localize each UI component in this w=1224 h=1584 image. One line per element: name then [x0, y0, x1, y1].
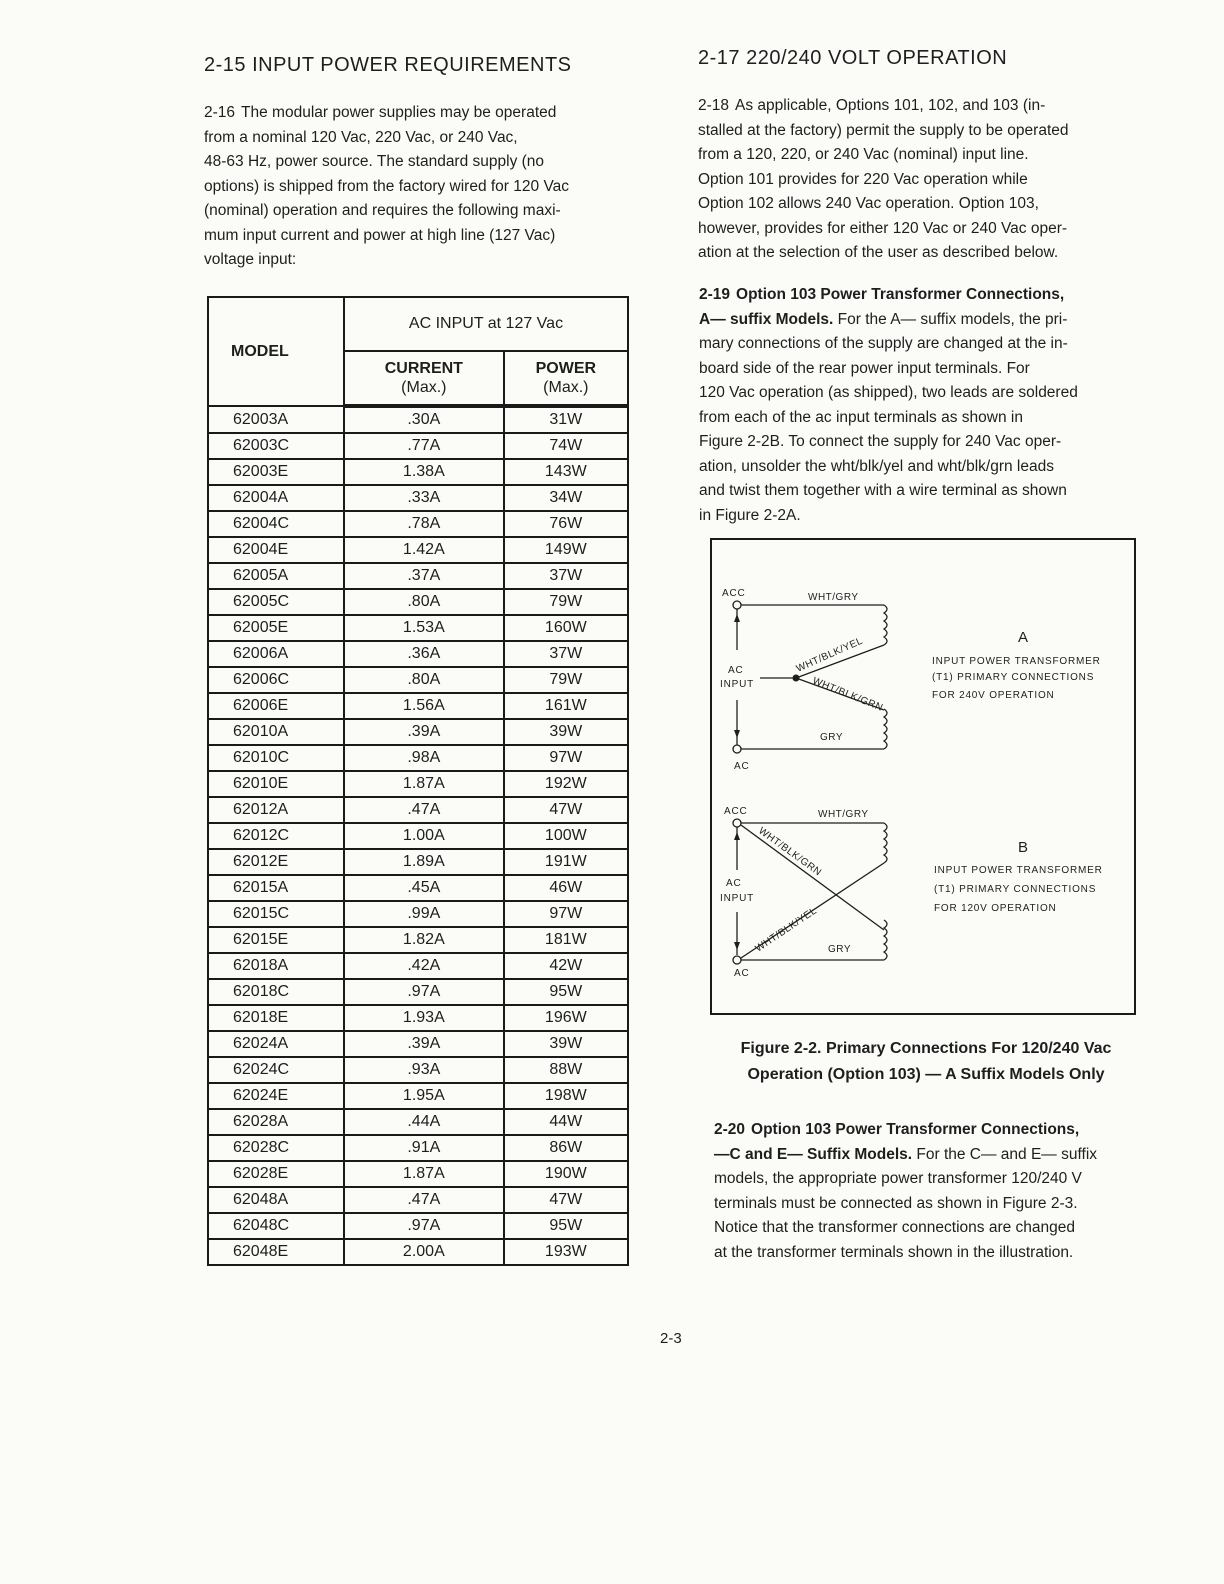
table-row: [208, 719, 628, 745]
table-row: [208, 745, 628, 771]
power-cell: 74W: [504, 433, 628, 459]
text-line: Option 101 provides for 220 Vac operation while: [698, 170, 1028, 188]
current-cell: .80A: [344, 667, 504, 693]
model-column-header: MODEL: [208, 297, 344, 406]
paragraph-title-cont: A— suffix Models.: [699, 310, 834, 328]
current-cell: 1.82A: [344, 927, 504, 953]
caption-line: Operation (Option 103) — A Suffix Models Only: [747, 1066, 1105, 1083]
table-row: [208, 1213, 628, 1239]
diagram-caption-line: FOR 240V OPERATION: [932, 690, 1055, 701]
text-line: voltage input:: [204, 251, 297, 268]
paragraph-number: 2-20: [714, 1121, 746, 1138]
coil-upper: [884, 605, 887, 645]
current-cell: 2.00A: [344, 1239, 504, 1265]
model-cell: 62048C: [208, 1213, 344, 1239]
table-row: [208, 406, 628, 433]
table-row: [208, 771, 628, 797]
paragraph-2-19: [699, 283, 1149, 528]
current-cell: 1.95A: [344, 1083, 504, 1109]
model-cell: 62006C: [208, 667, 344, 693]
text-line: board side of the rear power input terminals. For: [699, 359, 1030, 377]
text-line: Notice that the transformer connections are changed: [714, 1219, 1076, 1236]
wire-label-bottom: GRY: [820, 732, 843, 743]
current-cell: .97A: [344, 1213, 504, 1239]
power-cell: 97W: [504, 745, 628, 771]
model-cell: 62005C: [208, 589, 344, 615]
current-cell: .99A: [344, 901, 504, 927]
text-line: 120 Vac operation (as shipped), two leads are soldered: [699, 384, 1078, 401]
model-cell: 62003C: [208, 433, 344, 459]
table-row: [208, 1031, 628, 1057]
text-line: from a 120, 220, or 240 Vac (nominal) input line.: [698, 146, 1029, 163]
current-column-header: [344, 351, 504, 406]
current-cell: 1.89A: [344, 849, 504, 875]
table-row: [208, 511, 628, 537]
acc-label: ACC: [722, 588, 746, 599]
text-line: As applicable, Options 101, 102, and 103 (in-: [735, 97, 1046, 114]
model-cell: 62004E: [208, 537, 344, 563]
model-cell: 62015E: [208, 927, 344, 953]
current-cell: .37A: [344, 563, 504, 589]
table-row: [208, 485, 628, 511]
power-cell: 37W: [504, 563, 628, 589]
text-line: terminals must be connected as shown in Figure 2-3.: [714, 1194, 1078, 1212]
diagram-caption-line: (T1) PRIMARY CONNECTIONS: [932, 672, 1095, 683]
table-row: [208, 641, 628, 667]
power-cell: 42W: [504, 953, 628, 979]
current-cell: .80A: [344, 589, 504, 615]
model-cell: 62012C: [208, 823, 344, 849]
wiring-diagram: [712, 540, 1138, 1017]
text-line: (nominal) operation and requires the following maxi-: [204, 202, 561, 219]
table-row: [208, 1239, 628, 1265]
table-row: [208, 1109, 628, 1135]
model-cell: 62006A: [208, 641, 344, 667]
current-cell: .42A: [344, 953, 504, 979]
diagram-caption-line: INPUT POWER TRANSFORMER: [934, 865, 1103, 876]
wire-label-diag-2: WHT/BLK/GRN: [810, 675, 885, 714]
current-cell: 1.87A: [344, 771, 504, 797]
model-cell: 62028E: [208, 1161, 344, 1187]
terminal-ac: [733, 745, 741, 753]
text-line: stalled at the factory) permit the supply to be operated: [698, 121, 1069, 139]
current-cell: .47A: [344, 1187, 504, 1213]
current-cell: .33A: [344, 485, 504, 511]
text-line: and twist them together with a wire terminal as shown: [699, 482, 1067, 499]
arrow-down-icon: [734, 730, 740, 738]
power-cell: 191W: [504, 849, 628, 875]
table-body: [208, 406, 628, 1265]
diagram-caption-line: (T1) PRIMARY CONNECTIONS: [934, 884, 1097, 895]
table-row: [208, 615, 628, 641]
power-cell: 190W: [504, 1161, 628, 1187]
power-cell: 143W: [504, 459, 628, 485]
power-cell: 31W: [504, 406, 628, 433]
table-row: [208, 1005, 628, 1031]
text-line: 48-63 Hz, power source. The standard supply (no: [204, 153, 545, 170]
diagram-caption-line: FOR 120V OPERATION: [934, 903, 1057, 914]
power-cell: 37W: [504, 641, 628, 667]
current-cell: .78A: [344, 511, 504, 537]
power-cell: 34W: [504, 485, 628, 511]
current-cell: .36A: [344, 641, 504, 667]
power-cell: 39W: [504, 719, 628, 745]
text-line: mary connections of the supply are changed at the in-: [699, 335, 1068, 352]
power-cell: 88W: [504, 1057, 628, 1083]
current-cell: .39A: [344, 719, 504, 745]
text-line: Figure 2-2B. To connect the supply for 240 Vac oper-: [699, 433, 1062, 450]
table-row: [208, 901, 628, 927]
caption-line: Figure 2-2. Primary Connections For 120/240 Vac: [740, 1040, 1112, 1057]
current-cell: .77A: [344, 433, 504, 459]
input-requirements-table: [207, 296, 629, 1266]
arrow-up-icon: [734, 832, 740, 840]
paragraph-2-18: [698, 94, 1148, 266]
current-cell: .30A: [344, 406, 504, 433]
current-cell: .47A: [344, 797, 504, 823]
ac-input-group-header: AC INPUT at 127 Vac: [344, 297, 628, 351]
table-row: [208, 1161, 628, 1187]
ac-input-label: INPUT: [720, 893, 754, 904]
power-cell: 76W: [504, 511, 628, 537]
paragraph-title: Option 103 Power Transformer Connections,: [736, 286, 1065, 303]
model-cell: 62012A: [208, 797, 344, 823]
power-header-sub: (Max.): [543, 379, 589, 396]
paragraph-title: Option 103 Power Transformer Connections,: [751, 1121, 1080, 1138]
ac-input-label: INPUT: [720, 679, 754, 690]
paragraph-title-cont: —C and E— Suffix Models.: [714, 1145, 913, 1163]
paragraph-number: 2-16: [204, 104, 236, 121]
wire-label-cross-2: WHT/BLK/YEL: [753, 905, 820, 955]
power-cell: 193W: [504, 1239, 628, 1265]
model-cell: 62015A: [208, 875, 344, 901]
section-heading-2-15: 2-15 INPUT POWER REQUIREMENTS: [204, 54, 572, 76]
current-cell: 1.38A: [344, 459, 504, 485]
coil-lower: [884, 709, 887, 749]
wire-label-bottom: GRY: [828, 944, 851, 955]
table-row: [208, 693, 628, 719]
text-line: ation at the selection of the user as described below.: [698, 244, 1059, 261]
model-cell: 62018A: [208, 953, 344, 979]
figure-2-2: [710, 538, 1136, 1015]
power-cell: 97W: [504, 901, 628, 927]
model-cell: 62012E: [208, 849, 344, 875]
table-row: [208, 433, 628, 459]
power-cell: 47W: [504, 1187, 628, 1213]
current-header-sub: (Max.): [401, 379, 447, 396]
power-cell: 95W: [504, 979, 628, 1005]
power-cell: 79W: [504, 667, 628, 693]
model-cell: 62024C: [208, 1057, 344, 1083]
text-line: ation, unsolder the wht/blk/yel and wht/blk/grn leads: [699, 457, 1054, 475]
power-cell: 196W: [504, 1005, 628, 1031]
table-row: [208, 1083, 628, 1109]
text-line: For the A— suffix models, the pri-: [837, 310, 1068, 328]
current-cell: .98A: [344, 745, 504, 771]
diagram-caption-line: INPUT POWER TRANSFORMER: [932, 656, 1101, 667]
paragraph-2-20: [714, 1118, 1164, 1265]
text-line: however, provides for either 120 Vac or 240 Vac oper-: [698, 219, 1068, 237]
terminal-ac: [733, 956, 741, 964]
table-row: [208, 563, 628, 589]
model-cell: 62024A: [208, 1031, 344, 1057]
table-row: [208, 849, 628, 875]
coil-upper: [884, 823, 887, 863]
power-header-label: POWER: [535, 360, 597, 377]
power-cell: 160W: [504, 615, 628, 641]
arrow-up-icon: [734, 614, 740, 622]
current-cell: 1.53A: [344, 615, 504, 641]
wire-label-top: WHT/GRY: [808, 592, 859, 603]
table-row: [208, 927, 628, 953]
ac-input-label: AC: [728, 665, 744, 676]
table-row: [208, 459, 628, 485]
text-line: The modular power supplies may be operated: [241, 104, 557, 121]
table-row: [208, 589, 628, 615]
terminal-acc: [733, 601, 741, 609]
model-cell: 62024E: [208, 1083, 344, 1109]
acc-label: ACC: [724, 806, 748, 817]
wire-label-top: WHT/GRY: [818, 809, 869, 820]
power-cell: 149W: [504, 537, 628, 563]
table-row: [208, 797, 628, 823]
diagram-letter: A: [1018, 629, 1029, 646]
text-line: For the C— and E— suffix: [916, 1145, 1098, 1163]
model-cell: 62006E: [208, 693, 344, 719]
model-cell: 62018E: [208, 1005, 344, 1031]
power-cell: 181W: [504, 927, 628, 953]
power-cell: 79W: [504, 589, 628, 615]
text-line: models, the appropriate power transformer 120/240 V: [714, 1170, 1082, 1187]
text-line: in Figure 2-2A.: [699, 506, 801, 524]
table-row: [208, 1057, 628, 1083]
text-line: Option 102 allows 240 Vac operation. Option 103,: [698, 195, 1039, 212]
power-cell: 100W: [504, 823, 628, 849]
current-cell: .39A: [344, 1031, 504, 1057]
text-line: at the transformer terminals shown in the illustration.: [714, 1243, 1074, 1261]
section-heading-2-17: 2-17 220/240 VOLT OPERATION: [698, 47, 1008, 69]
power-cell: 44W: [504, 1109, 628, 1135]
model-cell: 62048A: [208, 1187, 344, 1213]
model-cell: 62010C: [208, 745, 344, 771]
arrow-down-icon: [734, 942, 740, 950]
table-row: [208, 979, 628, 1005]
current-cell: .97A: [344, 979, 504, 1005]
power-cell: 192W: [504, 771, 628, 797]
model-cell: 62010A: [208, 719, 344, 745]
current-cell: 1.56A: [344, 693, 504, 719]
page-number: 2-3: [660, 1330, 682, 1347]
model-cell: 62010E: [208, 771, 344, 797]
model-cell: 62004C: [208, 511, 344, 537]
ac-bottom-label: AC: [734, 761, 750, 772]
table-row: [208, 875, 628, 901]
text-line: from a nominal 120 Vac, 220 Vac, or 240 Vac,: [204, 128, 518, 146]
power-cell: 95W: [504, 1213, 628, 1239]
ac-input-label: AC: [726, 878, 742, 889]
model-cell: 62005A: [208, 563, 344, 589]
model-cell: 62003A: [208, 406, 344, 433]
diagram-letter: B: [1018, 839, 1029, 856]
model-cell: 62018C: [208, 979, 344, 1005]
current-cell: .45A: [344, 875, 504, 901]
figure-caption: [716, 1036, 1136, 1088]
current-header-label: CURRENT: [384, 360, 463, 377]
current-cell: .44A: [344, 1109, 504, 1135]
current-cell: 1.87A: [344, 1161, 504, 1187]
current-cell: 1.42A: [344, 537, 504, 563]
power-cell: 46W: [504, 875, 628, 901]
model-cell: 62003E: [208, 459, 344, 485]
model-cell: 62005E: [208, 615, 344, 641]
model-cell: 62015C: [208, 901, 344, 927]
power-cell: 86W: [504, 1135, 628, 1161]
current-cell: 1.00A: [344, 823, 504, 849]
power-column-header: [504, 351, 628, 406]
model-cell: 62028C: [208, 1135, 344, 1161]
model-cell: 62004A: [208, 485, 344, 511]
paragraph-number: 2-18: [698, 97, 730, 114]
power-cell: 39W: [504, 1031, 628, 1057]
text-line: mum input current and power at high line (127 Vac): [204, 226, 556, 244]
current-cell: .93A: [344, 1057, 504, 1083]
terminal-acc: [733, 819, 741, 827]
wire-label-cross-1: WHT/BLK/GRN: [756, 825, 824, 879]
table-row: [208, 1187, 628, 1213]
current-cell: .91A: [344, 1135, 504, 1161]
table-row: [208, 537, 628, 563]
text-line: options) is shipped from the factory wired for 120 Vac: [204, 177, 569, 195]
model-cell: 62028A: [208, 1109, 344, 1135]
table-row: [208, 1135, 628, 1161]
table-row: [208, 953, 628, 979]
power-cell: 47W: [504, 797, 628, 823]
power-cell: 198W: [504, 1083, 628, 1109]
text-line: from each of the ac input terminals as shown in: [699, 408, 1023, 426]
current-cell: 1.93A: [344, 1005, 504, 1031]
model-cell: 62048E: [208, 1239, 344, 1265]
coil-lower: [884, 920, 887, 960]
table-row: [208, 667, 628, 693]
table-row: [208, 823, 628, 849]
paragraph-2-16: [204, 101, 654, 273]
wire-label-diag-1: WHT/BLK/YEL: [794, 635, 865, 675]
paragraph-number: 2-19: [699, 286, 731, 303]
power-cell: 161W: [504, 693, 628, 719]
ac-bottom-label: AC: [734, 968, 750, 979]
